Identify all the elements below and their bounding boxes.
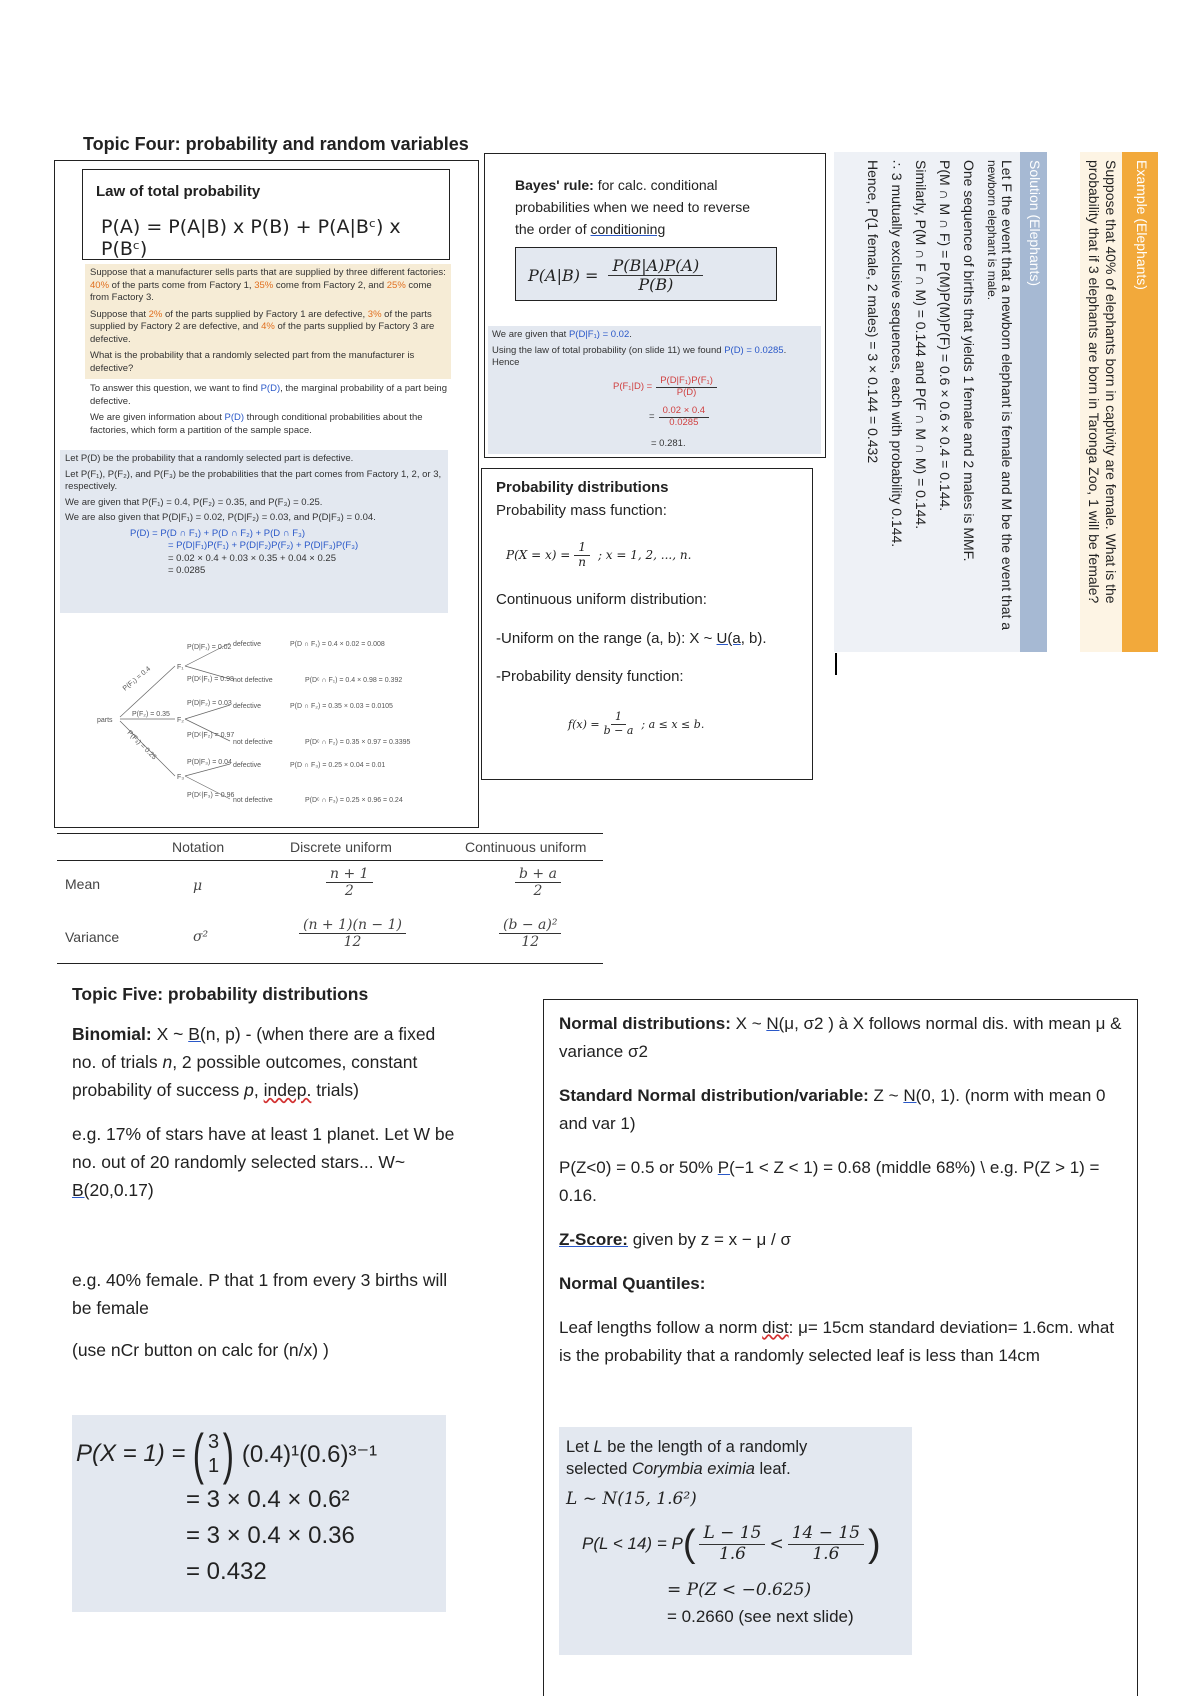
leaf-text xyxy=(566,1436,856,1480)
g2b: P(D) = 0.0285 xyxy=(724,344,784,356)
tree-def2: defective xyxy=(233,703,262,710)
sol-l1: Let F the event that a newborn elephant is female and M be the event that a xyxy=(999,160,1015,631)
binom-f: indep. xyxy=(263,1080,312,1100)
leaf-l1e: leaf. xyxy=(754,1460,791,1478)
bayes-text1: for calc. conditional probabilities when we need to reverse the order of xyxy=(515,177,751,237)
pd-pdf: -Probability density function: xyxy=(496,668,684,685)
g2c: . xyxy=(783,344,787,356)
pd-cont: Continuous uniform distribution: xyxy=(496,591,707,608)
unif3: , b). xyxy=(740,630,767,647)
binom-p: p xyxy=(244,1080,254,1100)
var-notation: σ² xyxy=(193,929,209,945)
tree-n1: P(Dᶜ|F₁) = 0.98 xyxy=(187,676,234,683)
tree-n2: P(Dᶜ|F₂) = 0.97 xyxy=(187,732,235,739)
prob-dist-panel xyxy=(481,468,813,780)
tree-d3: P(D|F₃) = 0.04 xyxy=(187,759,232,766)
ltp-heading: Law of total probability xyxy=(96,183,261,200)
normal-p2 xyxy=(559,1082,1127,1138)
g1b: P(D|F₁) = 0.02 xyxy=(568,329,630,340)
mean-c-den: 2 xyxy=(533,883,543,900)
tree-r5: P(D ∩ F₃) = 0.25 × 0.04 = 0.01 xyxy=(290,762,386,769)
f-den: b − a xyxy=(603,723,634,737)
ex-title: Example (Elephants) xyxy=(1134,160,1150,290)
tree-r6: P(Dᶜ ∩ F₃) = 0.25 × 0.96 = 0.24 xyxy=(305,797,403,804)
normal-p5: Normal Quantiles: xyxy=(559,1274,706,1293)
bayes-example xyxy=(492,329,817,370)
calc-rest: (0.4)¹(0.6)³⁻¹ xyxy=(241,1440,378,1468)
var-d-num: (n + 1)(n − 1) xyxy=(299,917,406,934)
bayes-e-num2: 0.02 × 0.4 xyxy=(659,406,710,418)
binom-calc: P(X = 1) = ( 3 1 ) (0.4)¹(0.6)³⁻¹ = 3 × 0.4 × 0.6² = 3 × 0.4 × 0.36 = 0.432 xyxy=(76,1422,378,1585)
eg1-b: B( xyxy=(72,1180,90,1200)
s3: We are given that P(F₁) = 0.4, P(F₂) = 0.35, and P(F₃) = 0.25. xyxy=(65,496,323,508)
leaf-c-l2: = P(Z < −0.625) xyxy=(667,1580,812,1600)
bayes-den: P(B) xyxy=(638,275,674,295)
tree-f2: F₂ xyxy=(177,717,184,724)
tree-r2: P(Dᶜ ∩ F₁) = 0.4 × 0.98 = 0.392 xyxy=(305,677,403,684)
f-range: ; a ≤ x ≤ b. xyxy=(641,717,705,731)
pmf-lhs: P(X = x) = xyxy=(506,548,571,563)
pd-unif xyxy=(496,630,767,647)
leaf-n1: L − 15 xyxy=(699,1524,765,1545)
tree-def3: defective xyxy=(233,762,262,769)
sol-title: Solution (Elephants) xyxy=(1027,160,1043,287)
calc-bot: 1 xyxy=(208,1455,220,1477)
tree-f3: F₃ xyxy=(177,774,185,781)
binom-g: trials) xyxy=(311,1080,359,1100)
n-p1-bold: Normal distributions: xyxy=(559,1014,731,1033)
q1d: 35% xyxy=(254,279,274,291)
q2b: 2% xyxy=(148,308,163,320)
n-p3-a: P(Z<0) = 0.5 or 50% xyxy=(559,1158,718,1177)
leaf-l1b: L xyxy=(593,1438,603,1456)
q1b: 40% xyxy=(90,279,110,291)
n-p3-b: P( xyxy=(717,1158,735,1177)
th-discrete: Discrete uniform xyxy=(290,839,392,855)
unif1: -Uniform on the range (a, b): X ~ xyxy=(496,630,717,647)
binom-e: , xyxy=(253,1080,264,1100)
eg1-c: 20,0.17) xyxy=(89,1180,154,1200)
q1f: 25% xyxy=(386,279,406,291)
s2: Let P(F₁), P(F₂), and P(F₃) be the probabilities that the part comes from Factory 1, 2, or 3, respectively. xyxy=(65,468,442,492)
binom-a: X ~ xyxy=(151,1024,189,1044)
eg3: (use nCr button on calc for (n/x) ) xyxy=(72,1340,329,1360)
tree-r1: P(D ∩ F₁) = 0.4 × 0.02 = 0.008 xyxy=(290,641,385,648)
ltp-formula-box xyxy=(82,169,450,260)
leaf-n2: 14 − 15 xyxy=(788,1524,864,1545)
tree-pf1: P(F₁) = 0.4 xyxy=(121,665,153,693)
n-p1-a: X ~ xyxy=(730,1014,767,1033)
binom-n: n xyxy=(162,1052,173,1072)
elephants-slide xyxy=(834,152,1159,652)
binom-c: n, p) - (when there are a fixed no. of trials xyxy=(72,1024,436,1072)
tree-pf2: P(F₂) = 0.35 xyxy=(132,711,170,718)
var-d-den: 12 xyxy=(343,934,362,951)
c2: = P(D|F₁)P(F₁) + P(D|F₂)P(F₂) + P(D|F₃)P(F₃) xyxy=(168,540,359,551)
leaf-l1d: Corymbia eximia xyxy=(632,1460,755,1478)
n-p2-b: N( xyxy=(903,1086,922,1105)
c4: = 0.0285 xyxy=(168,565,206,576)
n-p6-a: Leaf lengths follow a norm xyxy=(559,1318,763,1337)
topic5-column xyxy=(72,980,457,1364)
n-p1-c: μ, σ2 ) à X follows normal dis. with mean μ & variance σ2 xyxy=(559,1014,1122,1061)
topic5-title: Topic Five: probability distributions xyxy=(72,984,369,1004)
q1e: come from Factory 2, and xyxy=(273,279,387,291)
uniform-table xyxy=(57,833,603,964)
tree-ndef3: not defective xyxy=(233,797,273,804)
sol-l2: newborn elephant is male. xyxy=(985,160,999,301)
var-c-den: 12 xyxy=(521,934,540,951)
s4: We are also given that P(D|F₁) = 0.02, P(D|F₂) = 0.03, and P(D|F₃) = 0.04. xyxy=(65,512,376,523)
q2a: Suppose that xyxy=(90,308,149,320)
n-p2-a: Z ~ xyxy=(868,1086,904,1105)
c3: = 0.02 × 0.4 + 0.03 × 0.35 + 0.04 × 0.25 xyxy=(168,552,336,564)
mean-c-num: b + a xyxy=(515,866,561,883)
binom-b: B( xyxy=(188,1024,206,1044)
bayes-lhs: P(A|B) = xyxy=(528,266,599,286)
factory-solution-text xyxy=(65,453,445,578)
leaf-l1c: be the length of a randomly selected xyxy=(566,1438,808,1478)
q1a: Suppose that a manufacturer sells parts that are supplied by three different factories: xyxy=(90,267,446,278)
n-p4-a: given by z = x − μ / σ xyxy=(627,1230,791,1249)
c1: P(D) = P(D ∩ F₁) + P(D ∩ F₂) + P(D ∩ F₃) xyxy=(130,527,306,539)
pd-heading: Probability distributions xyxy=(496,479,669,496)
n-p2-c: 0, 1). (norm with mean 0 and var 1) xyxy=(559,1086,1106,1133)
text-cursor xyxy=(835,653,837,675)
g1a: We are given that xyxy=(492,329,569,340)
q2d: 3% xyxy=(367,308,382,320)
normal-p3 xyxy=(559,1154,1127,1210)
sol-l6: ∴ 3 mutually exclusive sequences, each with probability 0.144. xyxy=(889,160,905,548)
bayes-e-num: P(D|F₁)P(F₁) xyxy=(656,376,717,388)
factory-answer xyxy=(90,383,448,437)
calc-lhs: P(X = 1) = xyxy=(76,1440,186,1467)
g2a: Using the law of total probability (on slide 11) we found xyxy=(492,344,725,356)
bayes-panel xyxy=(484,153,826,458)
sol-l3: One sequence of births that yields 1 female and 2 males is MMF. xyxy=(961,160,977,562)
bayes-num: P(B|A)P(A) xyxy=(608,257,703,276)
leaf-l2: L ~ N(15, 1.6²) xyxy=(566,1489,697,1509)
leaf-c-lhs: P(L < 14) = P xyxy=(582,1534,683,1554)
normal-p6 xyxy=(559,1314,1127,1370)
sol-l7: Hence, P(1 female, 2 males) = 3 × 0.144 = 0.432 xyxy=(865,160,881,464)
f-num: 1 xyxy=(611,711,626,725)
calc-l4: = 0.432 xyxy=(186,1558,267,1585)
tree-root: parts xyxy=(97,717,113,724)
tree-f1: F₁ xyxy=(177,664,184,671)
tree-d1: P(D|F₁) = 0.02 xyxy=(187,644,232,651)
n-p2-bold: Standard Normal distribution/variable: xyxy=(559,1086,869,1105)
bayes-intro xyxy=(515,174,765,240)
n-p6-c: : μ= 15cm standard deviation= 1.6cm. what is the probability that a randomly selected leaf is less than 14cm xyxy=(559,1318,1115,1365)
tree-ndef2: not defective xyxy=(233,739,273,746)
var-c-num: (b − a)² xyxy=(499,917,561,934)
tree-pf3: P(F₃) = 0.25 xyxy=(125,729,158,762)
calc-l2: = 3 × 0.4 × 0.6² xyxy=(186,1486,350,1513)
tree-r4: P(Dᶜ ∩ F₂) = 0.35 × 0.97 = 0.3395 xyxy=(305,739,411,746)
topic4-title: Topic Four: probability and random variables xyxy=(83,134,469,154)
pmf-num: 1 xyxy=(574,541,590,556)
bayes-e-lhs: P(F₁|D) = xyxy=(613,381,653,393)
bayes-e-den: P(D) xyxy=(676,386,697,398)
a1c: , the marginal probability of a part being defective. xyxy=(90,383,447,407)
q2c: of the parts supplied by Factory 1 are defective, xyxy=(162,308,368,320)
a1a: To answer this question, we want to find xyxy=(90,383,261,394)
q2g: of the parts supplied by Factory 3 are defective. xyxy=(90,321,435,345)
bayes-formula-box xyxy=(515,247,777,301)
n-p3-c: −1 < Z < 1) = 0.68 (middle 68%) \ e.g. P(Z > 1) = 0.16. xyxy=(559,1158,1100,1205)
bayes-e-eq: = xyxy=(649,411,655,423)
n-p4-bold: Z-Score: xyxy=(559,1230,628,1249)
th-continuous: Continuous uniform xyxy=(465,839,587,855)
binomial xyxy=(72,1020,457,1104)
a2a: We are given information about xyxy=(90,412,225,423)
mean-d-num: n + 1 xyxy=(326,866,373,883)
calc-l3: = 3 × 0.4 × 0.36 xyxy=(186,1522,355,1549)
th-notation: Notation xyxy=(172,839,225,855)
calc-top: 3 xyxy=(208,1431,220,1453)
leaf-d1: 1.6 xyxy=(718,1543,746,1564)
n-p1-b: N( xyxy=(766,1014,785,1033)
row-variance: Variance xyxy=(65,929,120,945)
pd-pmf: Probability mass function: xyxy=(496,502,667,519)
normal-p1 xyxy=(559,1010,1127,1066)
eg2: e.g. 40% female. P that 1 from every 3 births will be female xyxy=(72,1270,448,1318)
s1: Let P(D) be the probability that a randomly selected part is defective. xyxy=(65,453,354,464)
eg1-text: e.g. 17% of stars have at least 1 planet. Let W be no. out of 20 randomly selected stars... W~ xyxy=(72,1124,455,1172)
pmf-range: ; x = 1, 2, ..., n. xyxy=(597,548,692,563)
leaf-d2: 1.6 xyxy=(812,1543,840,1564)
g3: Hence xyxy=(492,357,520,368)
bayes-text2: conditioning xyxy=(590,221,666,237)
tree-d2: P(D|F₂) = 0.03 xyxy=(187,700,232,707)
probability-tree xyxy=(95,621,475,821)
q2f: 4% xyxy=(261,321,275,332)
leaf-l1a: Let xyxy=(566,1438,594,1456)
q1g: come from Factory 3. xyxy=(90,279,432,303)
q1c: of the parts come from Factory 1, xyxy=(109,279,255,291)
factory-question-text xyxy=(90,267,448,375)
sol-l5: Similarly, P(M ∩ F ∩ M) = 0.144 and P(F ∩ M ∩ M) = 0.144. xyxy=(913,160,929,530)
normal-panel: Normal distributions: X ~ N(μ, σ2 ) à X follows normal dis. with mean μ & variance σ2 Standard Normal distribution/variable: Z ~ N(0, 1). (norm with mean 0 and var 1) P(Z<0) = 0.5 or 50% P(−1 < Z < 1) = 0.68 (middle 68%) \ e.g. P(Z > 1) = 0.16. Z-Score: given by z = x − μ / σ Normal Quantiles: Leaf lengths follow a norm dist: μ= 15cm standard deviation= 1.6cm. what is the probability that a randomly selected leaf is less than 14cm Let L be the length of a randomly selected Corymbia eximia leaf. L ~ N(15, 1.6²) P(L < 14) = P ( $\frac{L - 15}{1.6}$ < $\frac{14 - 15}{1.6}$ ) = P(Z < −0.625) = 0.2660 (see next slide) xyxy=(543,999,1138,1696)
f-lhs: f(x) = xyxy=(568,717,600,731)
normal-p4 xyxy=(559,1226,1127,1254)
g1c: . xyxy=(629,329,632,340)
leaf-c-l3: = 0.2660 (see next slide) xyxy=(667,1607,854,1626)
ex-l2: probability that if 3 elephants are born in Taronga Zoo, 1 will be female? xyxy=(1086,160,1102,604)
a1b: P(D) xyxy=(260,383,281,394)
tree-ndef1: not defective xyxy=(233,677,273,684)
tree-def1: defective xyxy=(233,641,262,648)
tree-r3: P(D ∩ F₂) = 0.35 × 0.03 = 0.0105 xyxy=(290,703,393,710)
row-mean: Mean xyxy=(65,876,101,892)
eg1 xyxy=(72,1120,457,1204)
bayes-e-den2: 0.0285 xyxy=(669,416,699,428)
ltp-formula: P(A) = P(A|B) x P(B) + P(A|Bᶜ) x P(Bᶜ) xyxy=(101,216,401,260)
bayes-e-res: = 0.281. xyxy=(651,438,686,449)
ltp-panel xyxy=(54,160,479,828)
pmf-den: n xyxy=(578,554,586,569)
binom-d: , 2 possible outcomes, constant probability of success xyxy=(72,1052,418,1100)
mean-d-den: 2 xyxy=(344,883,354,900)
q2e: of the parts supplied by Factory 2 are defective, and xyxy=(90,308,432,332)
binom-bold: Binomial: xyxy=(72,1024,152,1044)
leaf-lt: < xyxy=(769,1534,784,1555)
bayes-bold: Bayes' rule: xyxy=(515,177,594,193)
ex-l1: Suppose that 40% of elephants born in captivity are female. What is the xyxy=(1103,160,1119,604)
a2c: through conditional probabilities about the factories, which form a partition of the sample space. xyxy=(90,412,423,436)
q3: What is the probability that a randomly selected part from the manufacturer is defective? xyxy=(90,350,415,374)
unif2: U(a xyxy=(716,630,741,647)
tree-n3: P(Dᶜ|F₃) = 0.96 xyxy=(187,792,235,799)
sol-l4: P(M ∩ M ∩ F) = P(M)P(M)P(F) = 0.6 × 0.6 × 0.4 = 0.144. xyxy=(937,160,953,512)
a2b: P(D) xyxy=(224,412,245,423)
mean-notation: μ xyxy=(193,878,203,894)
n-p6-b: dist xyxy=(762,1318,789,1337)
